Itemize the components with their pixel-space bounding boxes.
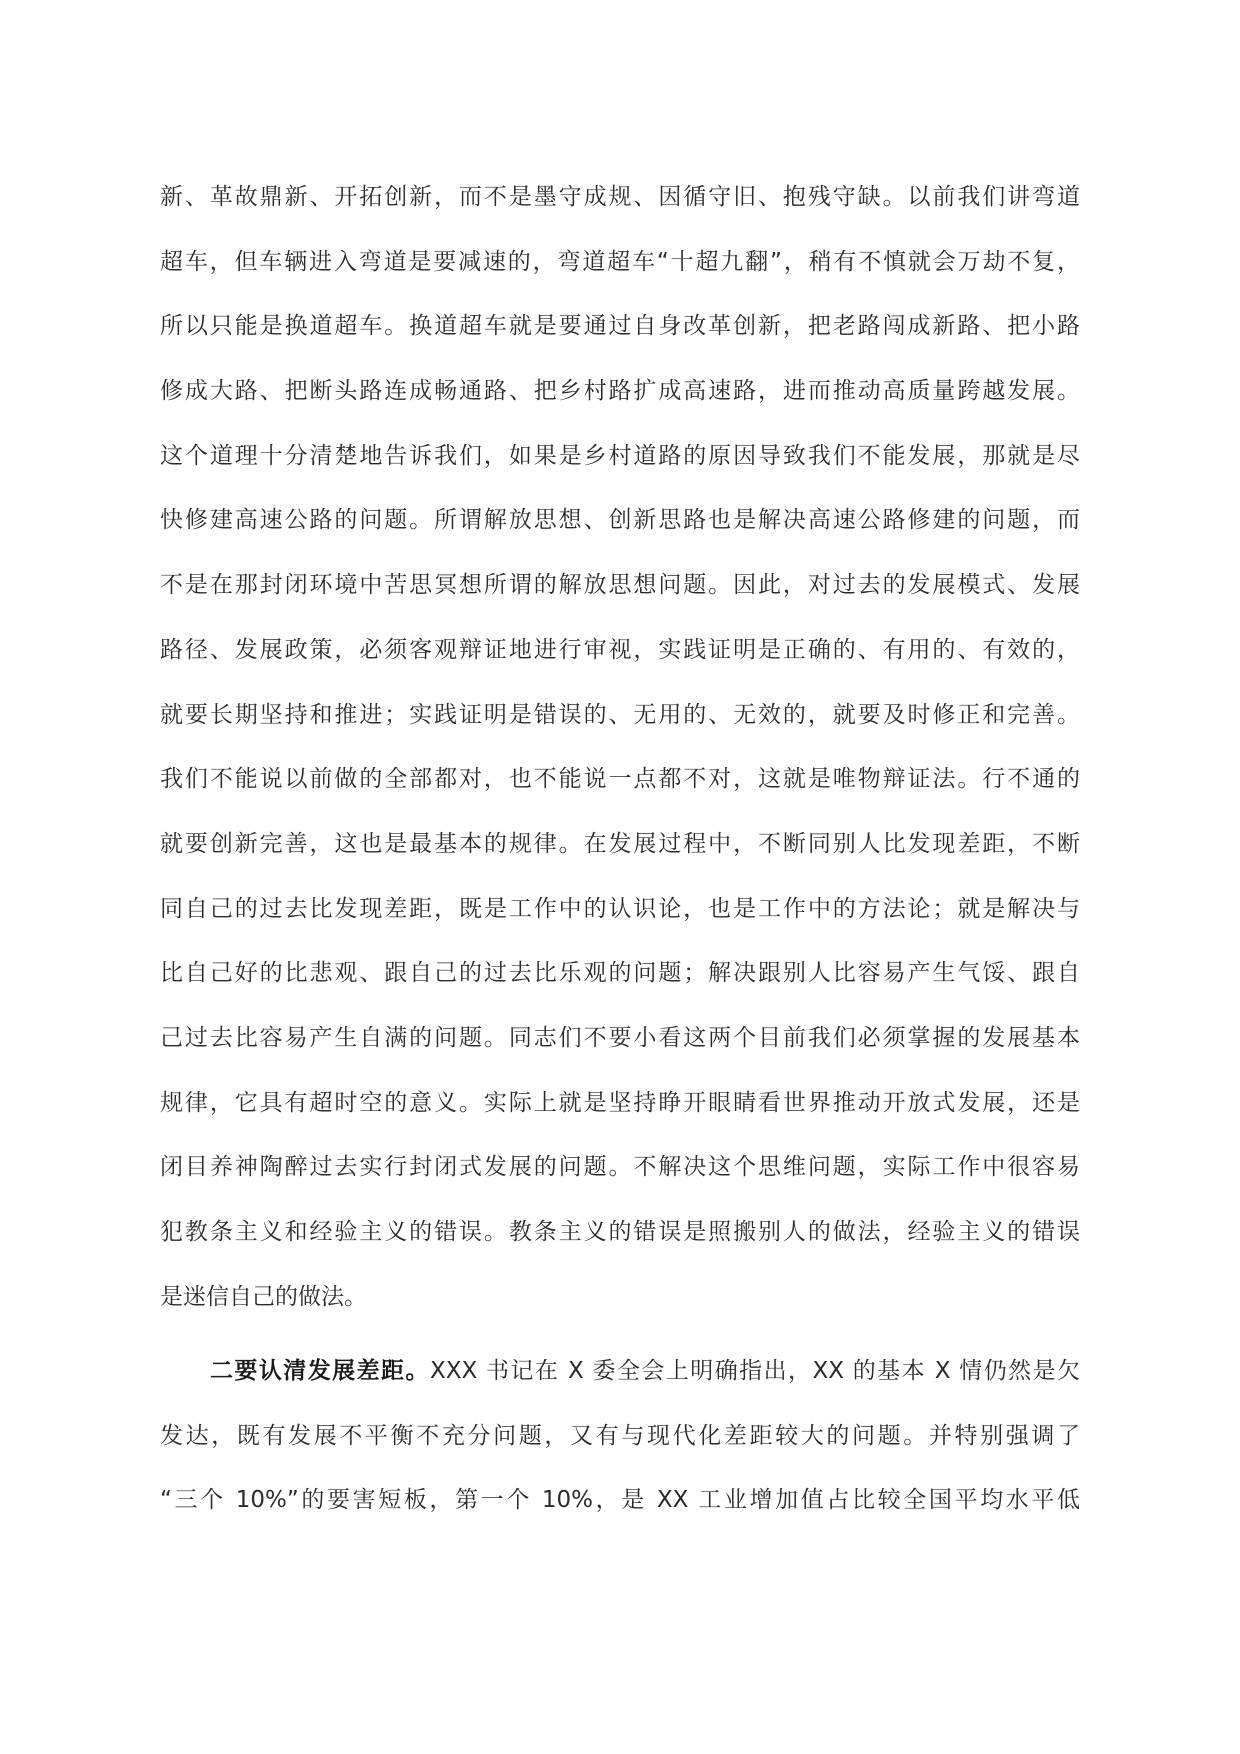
paragraph-line: 比自己好的比悲观、跟自己的过去比乐观的问题；解决跟别人比容易产生气馁、跟自 [160, 960, 1080, 987]
paragraph-line: 所以只能是换道超车。换道超车就是要通过自身改革创新，把老路闯成新路、把小路 [160, 313, 1080, 340]
paragraph-line: “三个 10%”的要害短板，第一个 10%，是 XX 工业增加值占比较全国平均水平低 [160, 1487, 1080, 1514]
paragraph-line: 发达，既有发展不平衡不充分问题，又有与现代化差距较大的问题。并特别强调了 [160, 1422, 1080, 1449]
paragraph-line: 是迷信自己的做法。 [160, 1283, 367, 1310]
paragraph-line: 修成大路、把断头路连成畅通路、把乡村路扩成高速路，进而推动高质量跨越发展。 [160, 378, 1080, 405]
paragraph-line: 超车，但车辆进入弯道是要减速的，弯道超车“十超九翻”，稍有不慎就会万劫不复， [160, 248, 1080, 275]
paragraph-line: 闭目养神陶醉过去实行封闭式发展的问题。不解决这个思维问题，实际工作中很容易 [160, 1154, 1080, 1181]
paragraph-line: 新、革故鼎新、开拓创新，而不是墨守成规、因循守旧、抱残守缺。以前我们讲弯道 [160, 184, 1080, 210]
paragraph-line: 这个道理十分清楚地告诉我们，如果是乡村道路的原因导致我们不能发展，那就是尽 [160, 442, 1080, 469]
paragraph-line: 犯教条主义和经验主义的错误。教条主义的错误是照搬别人的做法，经验主义的错误 [160, 1219, 1080, 1245]
paragraph-line: 就要创新完善，这也是最基本的规律。在发展过程中，不断同别人比发现差距，不断 [160, 830, 1080, 857]
paragraph-line: 快修建高速公路的问题。所谓解放思想、创新思路也是解决高速公路修建的问题，而 [160, 507, 1080, 534]
paragraph-line: 路径、发展政策，必须客观辩证地进行审视，实践证明是正确的、有用的、有效的， [160, 636, 1080, 663]
paragraph-line: 不是在那封闭环境中苦思冥想所谓的解放思想问题。因此，对过去的发展模式、发展 [160, 572, 1080, 599]
paragraph-2 [160, 1339, 1080, 1533]
section-heading-inline: 二要认清发展差距。 [210, 1358, 430, 1384]
paragraph-line: 己过去比容易产生自满的问题。同志们不要小看这两个目前我们必须掌握的发展基本 [160, 1024, 1080, 1051]
paragraph-line: 同自己的过去比发现差距，既是工作中的认识论，也是工作中的方法论；就是解决与 [160, 895, 1080, 922]
paragraph-line-rest: XXX 书记在 X 委全会上明确指出，XX 的基本 X 情仍然是欠 [429, 1358, 1080, 1384]
paragraph-line: 我们不能说以前做的全部都对，也不能说一点都不对，这就是唯物辩证法。行不通的 [160, 766, 1080, 793]
paragraph-first-line [160, 1339, 1080, 1404]
paragraph-line: 规律，它具有超时空的意义。实际上就是坚持睁开眼睛看世界推动开放式发展，还是 [160, 1089, 1080, 1116]
paragraph-line: 就要长期坚持和推进；实践证明是错误的、无用的、无效的，就要及时修正和完善。 [160, 701, 1080, 728]
paragraph-1 [160, 165, 1080, 1329]
